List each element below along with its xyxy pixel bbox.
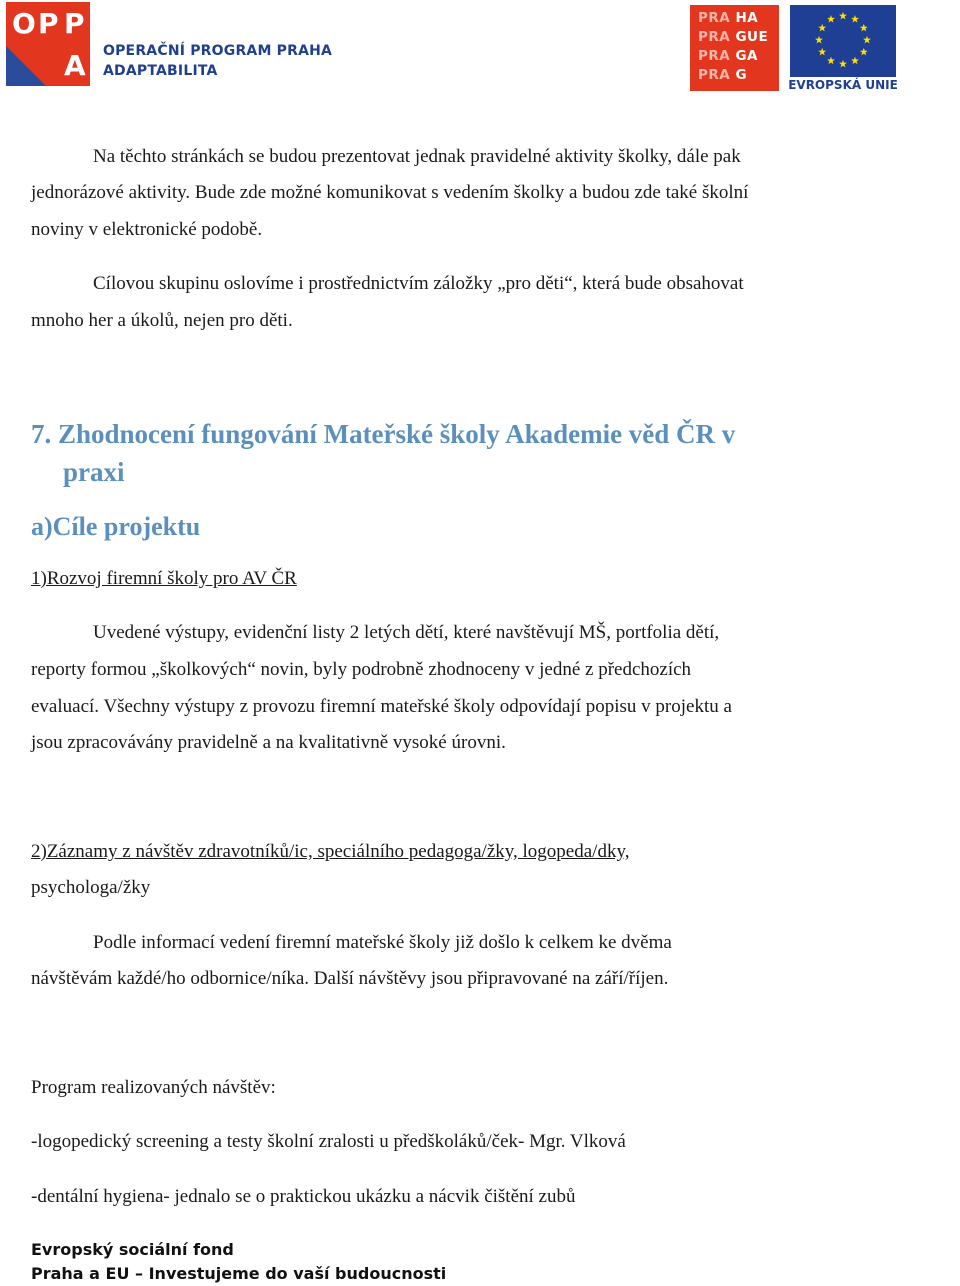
eu-star-icon	[839, 60, 847, 68]
item-2-title-cont: psychologa/žky	[31, 877, 151, 898]
opp-letter-a: A	[64, 49, 86, 82]
opp-letter-p1: P	[38, 7, 59, 40]
target-line-1: Cílovou skupinu oslovíme i prostřednictvím záložky „pro děti“, která bude obsahovat	[93, 273, 744, 294]
praha-row-prefix: PRA	[698, 29, 731, 45]
praha-row	[698, 48, 758, 64]
section-7-heading: 7. Zhodnocení fungování Mateřské školy Akademie věd ČR v	[31, 419, 736, 449]
intro-line-1: Na těchto stránkách se budou prezentovat jednak pravidelné aktivity školky, dále pak	[93, 146, 741, 167]
item-1-line-3: evaluací. Všechny výstupy z provozu firemní mateřské školy odpovídají popisu v projektu a	[31, 696, 732, 717]
opp-logo-fold	[6, 46, 46, 86]
section-7-heading-cont: praxi	[63, 457, 125, 487]
eu-stars-icon	[790, 5, 896, 77]
eu-star-icon	[827, 57, 835, 65]
opp-logo	[6, 2, 333, 86]
target-line-2: mnoho her a úkolů, nejen pro děti.	[31, 310, 293, 331]
eu-star-icon	[851, 15, 859, 23]
program-item-1: -logopedický screening a testy školní zralosti u předškoláků/ček- Mgr. Vlková	[31, 1131, 626, 1152]
opp-logo-line2: ADAPTABILITA	[103, 63, 218, 79]
opp-logo-line1: OPERAČNÍ PROGRAM PRAHA	[103, 43, 333, 59]
opp-letter-o: O	[12, 7, 36, 40]
praha-logo	[690, 5, 779, 91]
item-1-line-2: reporty formou „školkových“ novin, byly podrobně zhodnoceny v jedné z předchozích	[31, 659, 692, 680]
eu-logo	[788, 5, 898, 95]
praha-row	[698, 10, 758, 26]
footer-line-2: Praha a EU – Investujeme do vaší budoucnosti	[31, 1264, 447, 1283]
praha-row-suffix: GUE	[735, 29, 769, 45]
praha-row-prefix: PRA	[698, 67, 731, 83]
praha-row-suffix: G	[735, 67, 748, 83]
program-item-2: -dentální hygiena- jednalo se o praktickou ukázku a nácvik čištění zubů	[31, 1186, 576, 1207]
eu-star-icon	[827, 15, 835, 23]
footer-line-1: Evropský sociální fond	[31, 1240, 234, 1259]
eu-star-icon	[815, 36, 823, 44]
item-2-line-1: Podle informací vedení firemní mateřské školy již došlo k celkem ke dvěma	[93, 932, 672, 953]
praha-row-prefix: PRA	[698, 10, 731, 26]
eu-star-icon	[839, 12, 847, 20]
intro-line-2: jednorázové aktivity. Bude zde možné komunikovat s vedením školky a budou zde také školní	[31, 182, 749, 203]
item-2-title: 2)Záznamy z návštěv zdravotníků/ic, speciálního pedagoga/žky, logopeda/dky,	[31, 841, 630, 862]
eu-star-icon	[818, 24, 826, 32]
eu-star-icon	[860, 48, 868, 56]
eu-logo-caption: EVROPSKÁ UNIE	[788, 78, 898, 92]
praha-row	[698, 67, 747, 83]
eu-star-icon	[818, 48, 826, 56]
eu-star-icon	[863, 36, 871, 44]
praha-row-prefix: PRA	[698, 48, 731, 64]
eu-star-icon	[851, 57, 859, 65]
item-1-title: 1)Rozvoj firemní školy pro AV ČR	[31, 568, 297, 589]
program-label: Program realizovaných návštěv:	[31, 1077, 276, 1098]
praha-row-suffix: GA	[735, 48, 758, 64]
intro-line-3: noviny v elektronické podobě.	[31, 219, 263, 240]
praha-row	[698, 29, 768, 45]
item-1-line-1: Uvedené výstupy, evidenční listy 2 letých dětí, které navštěvují MŠ, portfolia dětí,	[93, 622, 720, 643]
eu-star-icon	[860, 24, 868, 32]
item-2-line-2: návštěvám každé/ho odbornice/níka. Další návštěvy jsou připravované na září/říjen.	[31, 968, 669, 989]
eu-flag	[790, 5, 896, 77]
praha-row-suffix: HA	[735, 10, 759, 26]
goals-subheading: a)Cíle projektu	[31, 512, 201, 541]
opp-letter-p2: P	[64, 7, 85, 40]
item-1-line-4: jsou zpracovávány pravidelně a na kvalitativně vysoké úrovni.	[31, 732, 506, 753]
